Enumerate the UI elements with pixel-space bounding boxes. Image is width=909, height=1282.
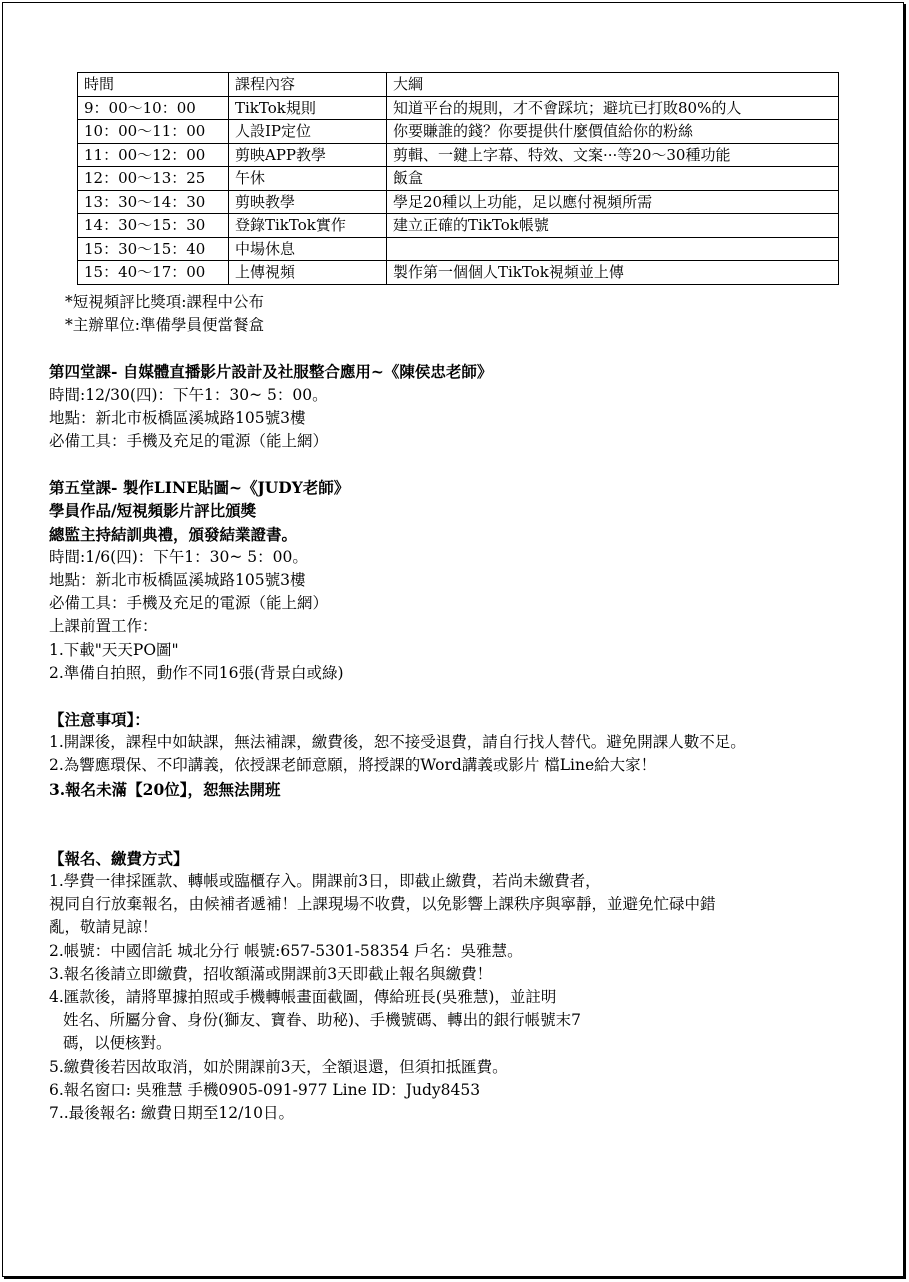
time-cell: 11：00～12：00 xyxy=(78,143,229,167)
lesson5-prep-item-2: 2.準備自拍照，動作不同16張(背景白或綠) xyxy=(49,663,344,682)
time-cell: 14：30～15：30 xyxy=(78,214,229,238)
time-cell: 15：30～15：40 xyxy=(78,237,229,261)
registration-line: 姓名、所屬分會、身份(獅友、寶眷、助秘)、手機號碼、轉出的銀行帳號末7 xyxy=(63,1011,581,1030)
table-row xyxy=(78,237,839,261)
lesson4-time: 時間:12/30(四)：下午1：30~ 5：00。 xyxy=(49,385,328,404)
document-body xyxy=(49,291,889,1125)
registration-line: 3.報名後請立即繳費，招收額滿或開課前3天即截止報名與繳費！ xyxy=(49,964,493,983)
time-cell: 9：00～10：00 xyxy=(78,96,229,120)
course-cell: 上傳視頻 xyxy=(229,261,387,285)
lesson5-tools: 必備工具：手機及充足的電源（能上網） xyxy=(49,594,329,613)
column-header-time: 時間 xyxy=(78,73,229,97)
table-row xyxy=(78,96,839,120)
lesson4-tools: 必備工具：手機及充足的電源（能上網） xyxy=(49,432,329,451)
schedule-table xyxy=(77,72,839,285)
lesson5-prep-item-1: 1.下載"天天PO圖" xyxy=(49,640,179,659)
schedule-table-body xyxy=(78,73,839,285)
lesson5-place: 地點：新北市板橋區溪城路105號3樓 xyxy=(49,571,306,590)
time-cell: 10：00～11：00 xyxy=(78,120,229,144)
outline-cell: 你要賺誰的錢？你要提供什麼價值給你的粉絲 xyxy=(387,120,839,144)
registration-line: 7..最後報名: 繳費日期至12/10日。 xyxy=(49,1104,295,1123)
registration-line: 1.學費一律採匯款、轉帳或臨櫃存入。開課前3日，即截止繳費，若尚未繳費者， xyxy=(49,872,601,891)
lesson5-prep-title: 上課前置工作： xyxy=(49,617,158,636)
table-row xyxy=(78,143,839,167)
course-cell: TikTok規則 xyxy=(229,96,387,120)
table-header-row xyxy=(78,73,839,97)
time-cell: 15：40～17：00 xyxy=(78,261,229,285)
outline-cell: 飯盒 xyxy=(387,167,839,191)
caution-item-1: 1.開課後，課程中如缺課，無法補課，繳費後，恕不接受退費，請自行找人替代。避免開課人數不足。 xyxy=(49,733,746,752)
table-row xyxy=(78,190,839,214)
course-cell: 登錄TikTok實作 xyxy=(229,214,387,238)
table-row xyxy=(78,120,839,144)
outline-cell xyxy=(387,237,839,261)
document-page xyxy=(2,2,904,1277)
course-cell: 剪映教學 xyxy=(229,190,387,214)
caution-title: 【注意事項】： xyxy=(49,710,150,730)
table-row xyxy=(78,167,839,191)
outline-cell: 知道平台的規則，才不會踩坑；避坑已打敗80%的人 xyxy=(387,96,839,120)
course-cell: 午休 xyxy=(229,167,387,191)
time-cell: 12：00～13：25 xyxy=(78,167,229,191)
caution-item-3: 3.報名未滿【20位】，恕無法開班 xyxy=(49,779,281,799)
registration-line: 6.報名窗口: 吳雅慧 手機0905-091-977 Line ID：Judy8453 xyxy=(49,1080,481,1099)
course-cell: 剪映APP教學 xyxy=(229,143,387,167)
registration-line: 亂，敬請見諒！ xyxy=(49,918,158,937)
registration-line: 4.匯款後，請將單據拍照或手機轉帳畫面截圖，傳給班長(吳雅慧)，並註明 xyxy=(49,988,557,1007)
note-lunch: *主辦單位:準備學員便當餐盒 xyxy=(65,316,264,335)
time-cell: 13：30～14：30 xyxy=(78,190,229,214)
column-header-content: 課程內容 xyxy=(229,73,387,97)
table-row xyxy=(78,214,839,238)
lesson5-title: 第五堂課- 製作LINE貼圖~《JUDY老師》 xyxy=(49,478,350,498)
outline-cell: 剪輯、一鍵上字幕、特效、文案···等20～30種功能 xyxy=(387,143,839,167)
registration-line: 2.帳號：中國信託 城北分行 帳號:657-5301-58354 戶名：吳雅慧。 xyxy=(49,941,523,960)
registration-title: 【報名、繳費方式】 xyxy=(49,848,189,868)
caution-item-2: 2.為響應環保、不印講義，依授課老師意願，將授課的Word講義或影片 檔Line給大家！ xyxy=(49,756,657,775)
lesson5-time: 時間:1/6(四)：下午1：30~ 5：00。 xyxy=(49,547,308,566)
registration-line: 視同自行放棄報名，由候補者遞補！上課現場不收費，以免影響上課秩序與寧靜，並避免忙碌中錯 xyxy=(49,895,716,914)
lesson5-subtitle-award: 學員作品/短視頻影片評比頒獎 xyxy=(49,501,257,521)
registration-line: 碼，以便核對。 xyxy=(63,1034,172,1053)
table-row xyxy=(78,261,839,285)
lesson4-place: 地點：新北市板橋區溪城路105號3樓 xyxy=(49,408,306,427)
outline-cell: 建立正確的TikTok帳號 xyxy=(387,214,839,238)
registration-line: 5.繳費後若因故取消，如於開課前3天，全額退還，但須扣抵匯費。 xyxy=(49,1057,508,1076)
outline-cell: 製作第一個個人TikTok視頻並上傳 xyxy=(387,261,839,285)
outline-cell: 學足20種以上功能，足以應付視頻所需 xyxy=(387,190,839,214)
course-cell: 中場休息 xyxy=(229,237,387,261)
course-cell: 人設IP定位 xyxy=(229,120,387,144)
column-header-outline: 大綱 xyxy=(387,73,839,97)
lesson4-title: 第四堂課- 自媒體直播影片設計及社服整合應用~《陳侯忠老師》 xyxy=(49,362,493,382)
note-award: *短視頻評比獎項:課程中公布 xyxy=(65,293,264,311)
lesson5-subtitle-ceremony: 總監主持結訓典禮，頒發結業證書。 xyxy=(49,524,298,544)
